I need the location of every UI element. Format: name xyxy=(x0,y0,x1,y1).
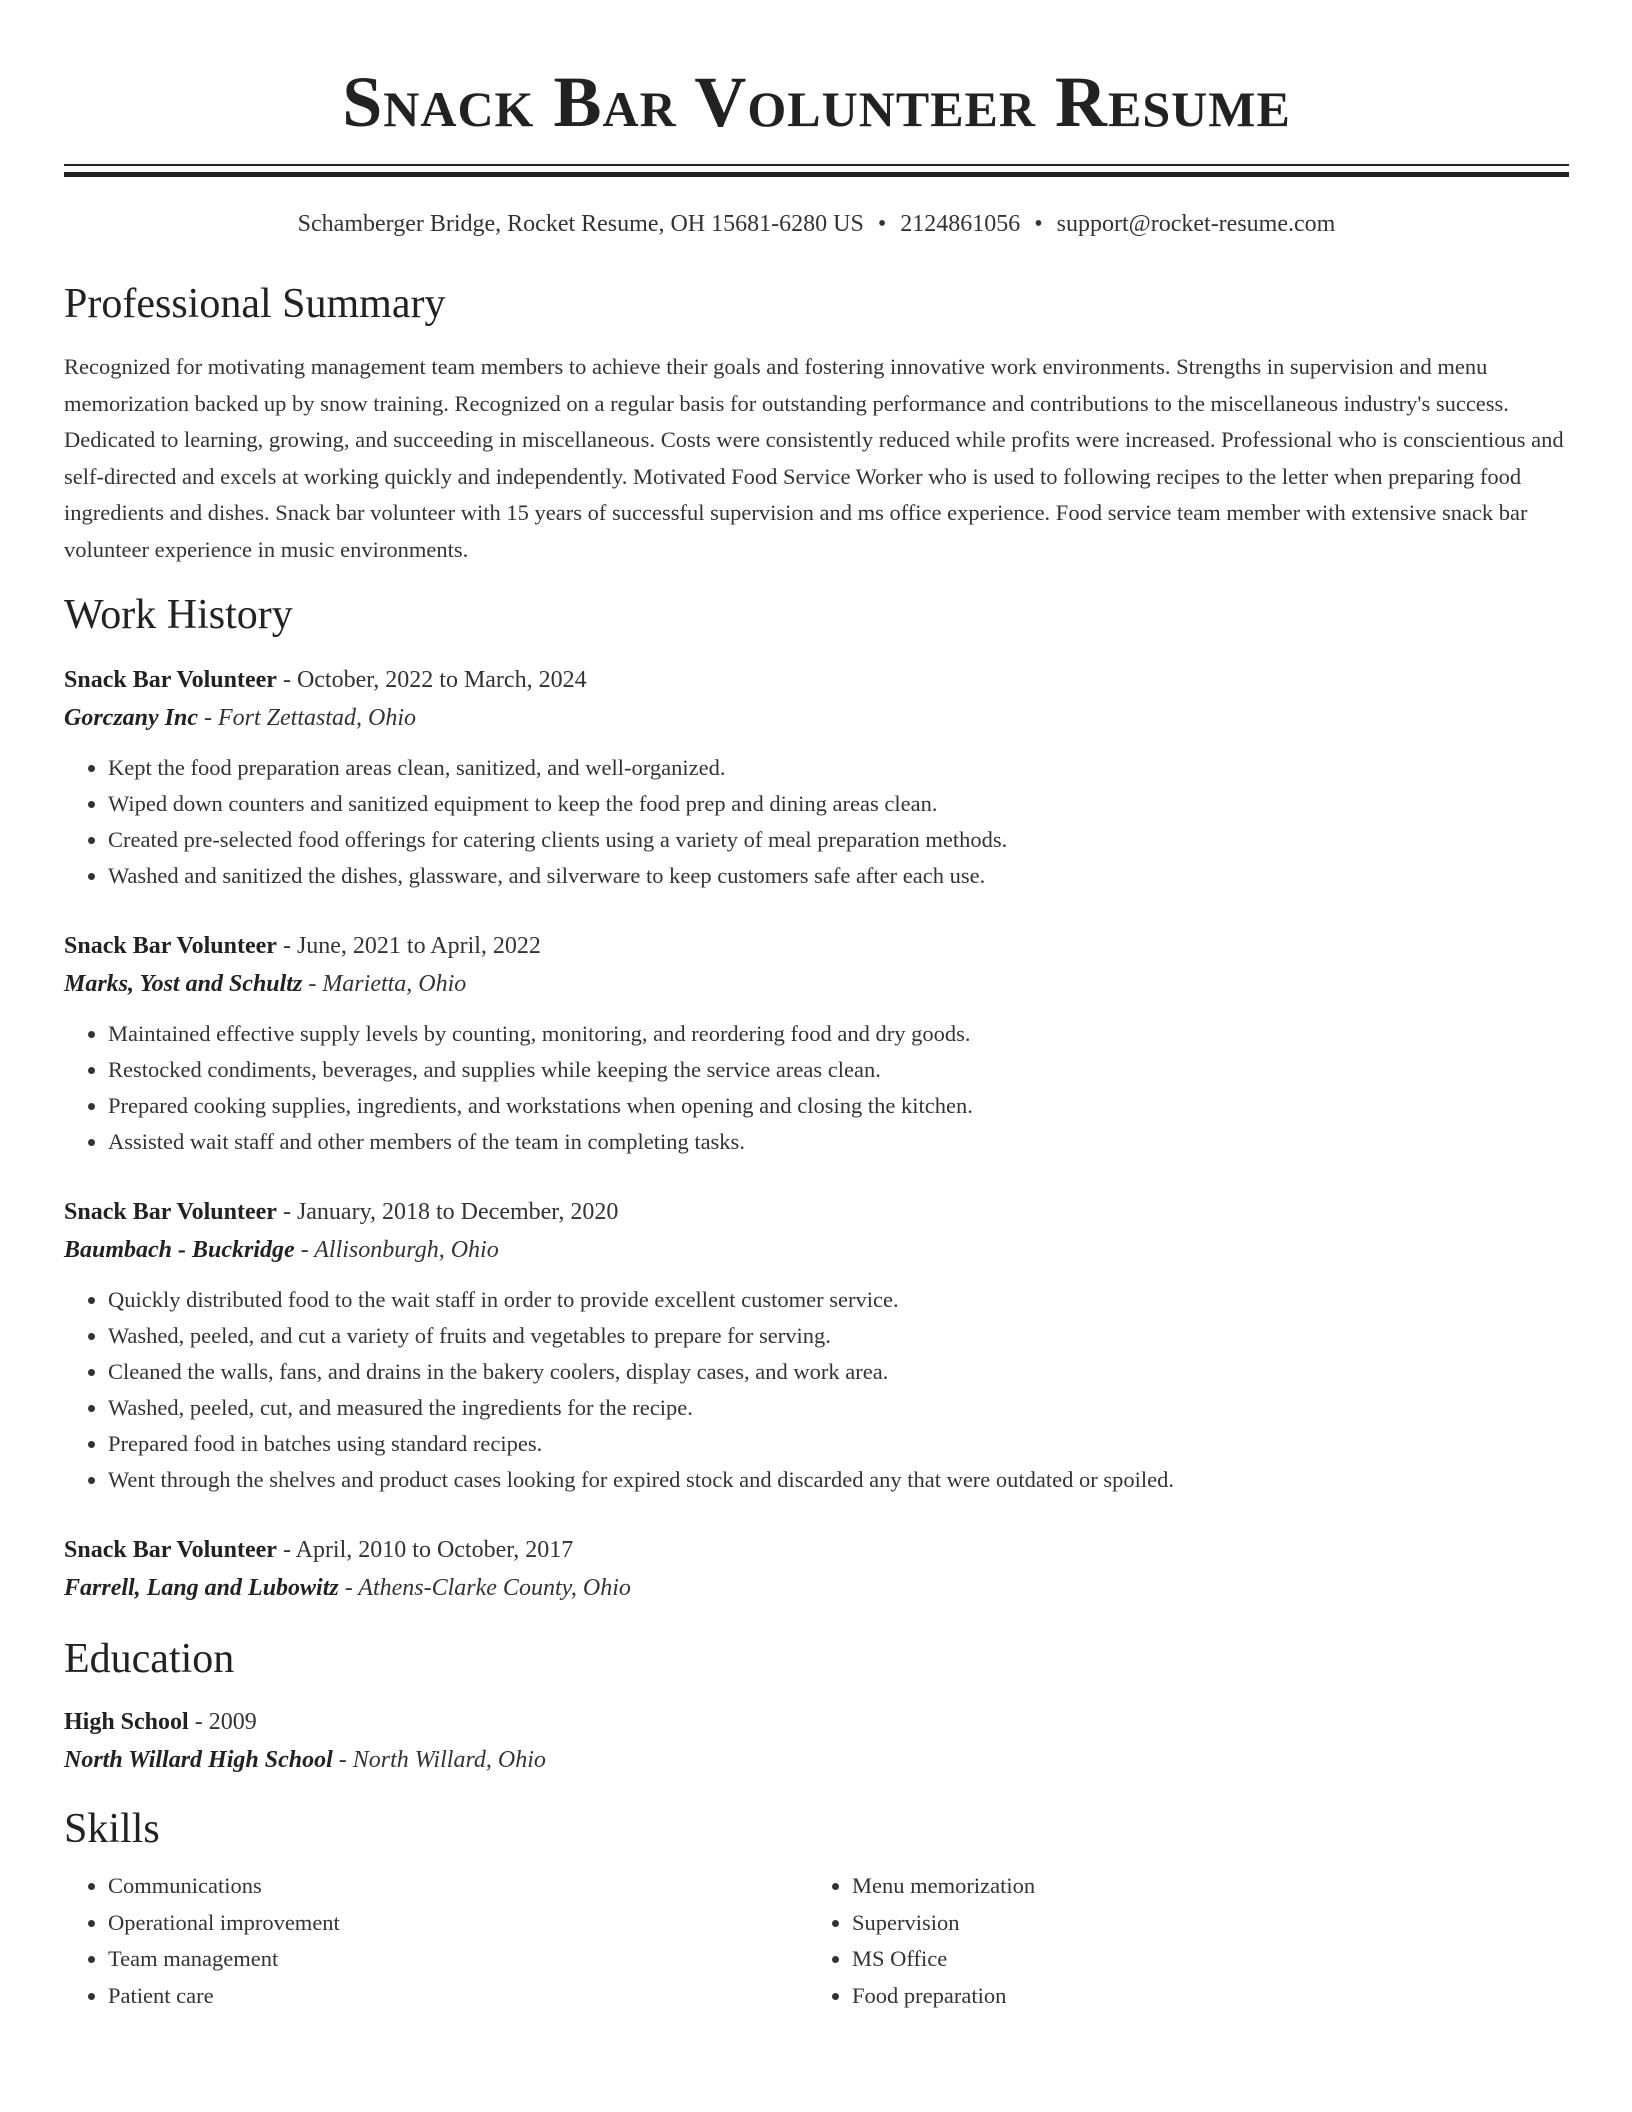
job-dates: October, 2022 to March, 2024 xyxy=(296,667,587,693)
job-duty: • Prepared food in batches using standard recipes. xyxy=(108,1426,1569,1462)
summary-heading: Professional Summary xyxy=(64,281,446,327)
job-dash: - xyxy=(276,667,297,693)
job-title-line xyxy=(64,928,1569,964)
contact-address: Schamberger Bridge, Rocket Resume, OH 15681-6280 US xyxy=(297,211,864,237)
job-duty: • Restocked condiments, beverages, and supplies while keeping the service areas clean. xyxy=(108,1052,1569,1088)
job-dates: April, 2010 to October, 2017 xyxy=(295,1537,574,1563)
employer-line xyxy=(64,700,1569,736)
skill-item: • Team management xyxy=(108,1941,808,1978)
contact-email: support@rocket-resume.com xyxy=(1056,211,1336,237)
skill-item: • Communications xyxy=(108,1868,808,1905)
contact-separator: • xyxy=(877,211,887,237)
contact-phone: 2124861056 xyxy=(900,211,1021,237)
employer-line xyxy=(64,1232,1569,1268)
employer-line xyxy=(64,966,1569,1002)
job-title: Snack Bar Volunteer xyxy=(64,667,277,693)
job-entry xyxy=(64,928,1569,1160)
job-duty: • Quickly distributed food to the wait staff in order to provide excellent customer service. xyxy=(108,1282,1569,1318)
employer-name: Gorczany Inc xyxy=(64,705,199,731)
job-duties-list xyxy=(64,750,1569,894)
education-school-line xyxy=(64,1742,1569,1778)
job-duty: • Prepared cooking supplies, ingredients, and workstations when opening and closing the kitchen. xyxy=(108,1088,1569,1124)
job-title: Snack Bar Volunteer xyxy=(64,1199,277,1225)
job-title: Snack Bar Volunteer xyxy=(64,1537,277,1563)
job-duty: • Wiped down counters and sanitized equipment to keep the food prep and dining areas clean. xyxy=(108,786,1569,822)
title-divider-thick xyxy=(64,172,1569,177)
employer-name: Baumbach - Buckridge xyxy=(64,1237,295,1263)
job-duty: • Created pre-selected food offerings for catering clients using a variety of meal preparation methods. xyxy=(108,822,1569,858)
job-title-line xyxy=(64,1194,1569,1230)
job-duty: • Went through the shelves and product cases looking for expired stock and discarded any that were outdated or spoiled. xyxy=(108,1462,1569,1498)
job-entry xyxy=(64,1194,1569,1498)
contact-line xyxy=(64,209,1569,239)
job-dash: - xyxy=(276,1199,297,1225)
employer-location: Fort Zettastad, Ohio xyxy=(218,705,417,731)
job-title-line xyxy=(64,662,1569,698)
employer-name: Farrell, Lang and Lubowitz xyxy=(64,1575,339,1601)
skill-item: • Operational improvement xyxy=(108,1905,808,1942)
job-duty: • Cleaned the walls, fans, and drains in the bakery coolers, display cases, and work area. xyxy=(108,1354,1569,1390)
title-divider-thin xyxy=(64,164,1569,166)
job-duties-list xyxy=(64,1016,1569,1160)
employer-dash: - xyxy=(338,1575,359,1601)
job-dates: January, 2018 to December, 2020 xyxy=(296,1199,619,1225)
work-history-heading: Work History xyxy=(64,592,293,638)
skills-column-right xyxy=(808,1868,1552,2014)
skill-item: • Supervision xyxy=(852,1905,1552,1942)
job-title: Snack Bar Volunteer xyxy=(64,933,277,959)
skill-item: • Food preparation xyxy=(852,1978,1552,2015)
job-duties-list xyxy=(64,1282,1569,1498)
skill-item: • Patient care xyxy=(108,1978,808,2015)
employer-dash: - xyxy=(198,705,219,731)
job-duty: • Maintained effective supply levels by counting, monitoring, and reordering food and dry goods. xyxy=(108,1016,1569,1052)
employer-name: Marks, Yost and Schultz xyxy=(64,971,303,997)
employer-line xyxy=(64,1570,1569,1606)
job-duty: • Washed and sanitized the dishes, glassware, and silverware to keep customers safe after each use. xyxy=(108,858,1569,894)
education-degree-line xyxy=(64,1704,1569,1740)
skills-heading: Skills xyxy=(64,1806,160,1852)
education-school: North Willard High School xyxy=(64,1747,333,1773)
education-degree: High School xyxy=(64,1709,189,1735)
employer-location: Marietta, Ohio xyxy=(322,971,467,997)
job-dash: - xyxy=(276,933,297,959)
job-duty: • Assisted wait staff and other members of the team in completing tasks. xyxy=(108,1124,1569,1160)
education-heading: Education xyxy=(64,1636,235,1682)
education-entry xyxy=(64,1704,1569,1778)
page-title: Snack Bar Volunteer Resume xyxy=(342,62,1291,142)
job-duty: • Kept the food preparation areas clean, sanitized, and well-organized. xyxy=(108,750,1569,786)
employer-dash: - xyxy=(302,971,323,997)
job-dash: - xyxy=(276,1537,296,1563)
skills-list xyxy=(64,1868,1569,2014)
skills-column-left xyxy=(64,1868,808,2014)
employer-dash: - xyxy=(294,1237,315,1263)
education-year: 2009 xyxy=(208,1709,257,1735)
job-title-line xyxy=(64,1532,1569,1568)
skill-item: • MS Office xyxy=(852,1941,1552,1978)
job-duty: • Washed, peeled, cut, and measured the ingredients for the recipe. xyxy=(108,1390,1569,1426)
education-dash: - xyxy=(332,1747,353,1773)
job-dates: June, 2021 to April, 2022 xyxy=(296,933,541,959)
skill-item: • Menu memorization xyxy=(852,1868,1552,1905)
employer-location: Athens-Clarke County, Ohio xyxy=(358,1575,631,1601)
education-dash: - xyxy=(188,1709,209,1735)
job-entry xyxy=(64,662,1569,894)
employer-location: Allisonburgh, Ohio xyxy=(314,1237,499,1263)
job-duty: • Washed, peeled, and cut a variety of fruits and vegetables to prepare for serving. xyxy=(108,1318,1569,1354)
summary-text: Recognized for motivating management team members to achieve their goals and fostering innovative work environments. Strengths in supervision and menu memorization backed up by snow training. Recognized on a regular basis for outstanding performance and contributions to the miscellaneous industry's success. Dedicated to learning, growing, and succeeding in miscellaneous. Costs were consistently reduced while profits were increased. Professional who is conscientious and self-directed and excels at working quickly and independently. Motivated Food Service Worker who is used to following recipes to the letter when preparing food ingredients and dishes. Snack bar volunteer with 15 years of successful supervision and ms office experience. Food service team member with extensive snack bar volunteer experience in music environments. xyxy=(64,354,1564,562)
resume-page xyxy=(64,0,1569,2014)
contact-separator: • xyxy=(1034,211,1043,237)
education-location: North Willard, Ohio xyxy=(352,1747,546,1773)
job-entry xyxy=(64,1532,1569,1606)
